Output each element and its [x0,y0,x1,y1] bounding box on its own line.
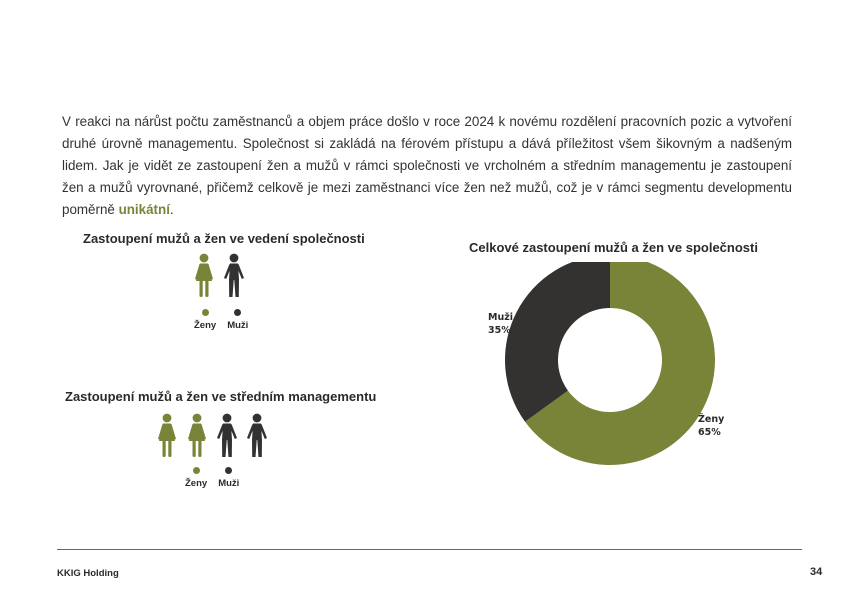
legend-dot-men [225,467,232,474]
man-icon [215,413,239,459]
legend-dot-women [202,309,209,316]
middle-management-people [155,413,275,459]
man-icon [222,253,246,299]
donut-label-value: 35% [488,325,511,336]
donut-label-category: Ženy [698,414,725,425]
woman-icon [155,413,179,459]
woman-icon [192,253,216,299]
intro-paragraph [62,111,792,221]
legend-item-men [227,309,248,331]
donut-chart [480,262,760,492]
legend-label-men: Muži [227,320,249,331]
top-management-people [192,253,252,299]
legend-label-women: Ženy [185,478,208,489]
top-management-title: Zastoupení mužů a žen ve vedení společnosti [83,231,365,246]
top-management-legend [194,309,259,331]
legend-dot-women [193,467,200,474]
donut-slices [505,262,715,465]
woman-icon [185,413,209,459]
middle-management-title: Zastoupení mužů a žen ve středním managementu [65,389,377,404]
middle-management-legend [185,467,250,489]
legend-dot-men [234,309,241,316]
chart-title: Celkové zastoupení mužů a žen ve společnosti [469,240,758,255]
donut-label-value: 65% [698,427,721,438]
legend-label-women: Ženy [194,320,217,331]
legend-item-women [185,467,207,489]
intro-highlight: unikátní [118,202,170,217]
page-number: 34 [810,566,823,578]
footer-company: KKIG Holding [57,568,119,579]
intro-end: . [169,202,174,217]
man-icon [245,413,269,459]
legend-label-men: Muži [218,478,240,489]
footer-divider [57,549,802,550]
donut-label-category: Muži [488,312,514,323]
legend-item-women [194,309,216,331]
legend-item-men [218,467,239,489]
intro-text: V reakci na nárůst počtu zaměstnanců a objem práce došlo v roce 2024 k novému rozdělení pracovních pozic a vytvoření druhé úrovně managementu. Společnost si zakládá na férovém přístupu a dává příležitost všem šikovným a nadšeným lidem. Jak je vidět ze zastoupení žen a mužů v rámci společnosti ve vrcholném a středním managementu je zastoupení žen a mužů vyrovnané, přičemž celkově je mezi zaměstnanci více žen než mužů, což je v rámci segmentu developmentu poměrně [62,114,792,217]
donut-slice-men [505,262,610,422]
